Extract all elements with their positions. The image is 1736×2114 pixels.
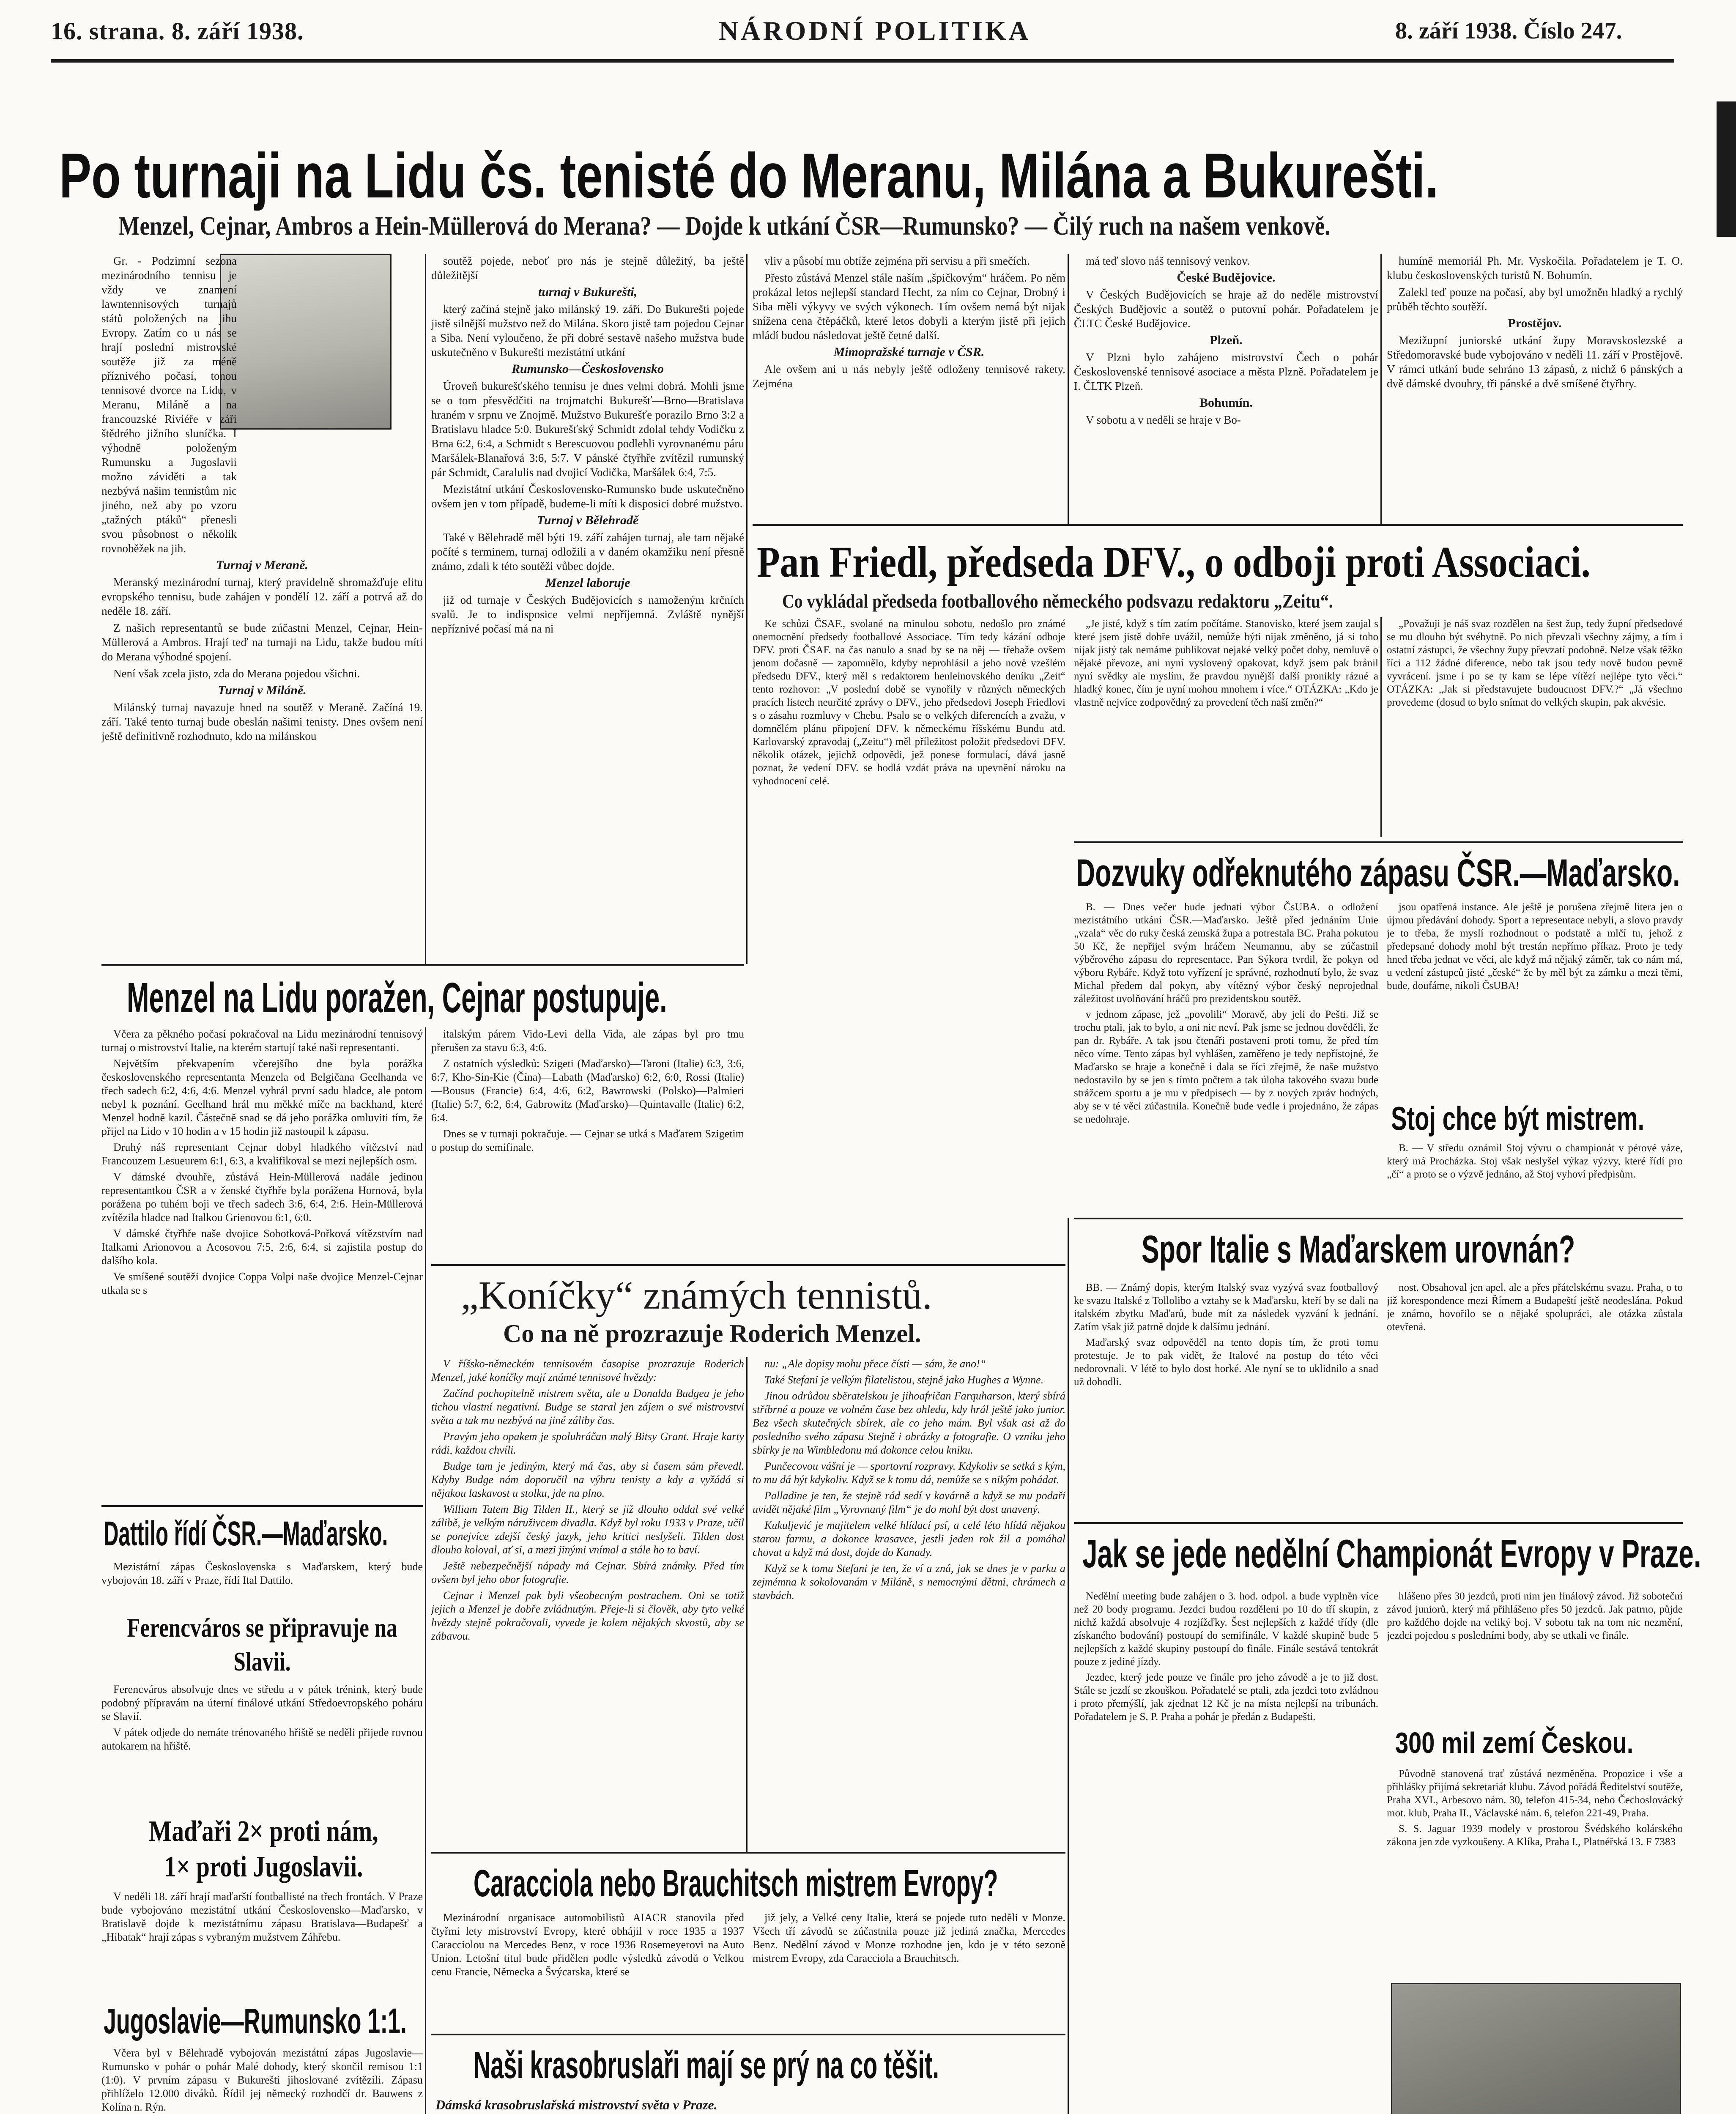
- section-rule: [1074, 841, 1683, 843]
- lido-column-1: Včera za pěkného počasí pokračoval na Lidu mezinárodní tennisový turnaj o mistrovství Italie, na kterém startují také naši representanti. Největším překvapením včerejšího dne byla porážka československého representanta Menzela od Belgičana Geelhanda ve třech sadech 6:2, 4:6, 4:6. Menzel vyhrál první sadu hladce, ale potom nebyl k poznání. Geelhand hrál mu měkké míče na backhand, které Menzel hodně kazil. Částečně snad se dá jeho porážka omluviti tím, že přijel na Lido v 10 hodin a v 15 hodin již nastoupil k zápasu. Druhý náš representant Cejnar dobyl hladkého vítězství nad Francouzem Lesueurem 6:1, 6:3, a kvalifikoval se mezi nejlepších osm. V dámské dvouhře, zůstává Hein-Müllerová nadále jedinou representantkou ČSR a v ženské čtyřhře byla porážena Hornová, byla porážena po tuhém boji ve třech sadech 3:6, 6:4, 2:6. Hein-Müllerová zvítězila hladce nad Italkou Grienovou 6:1, 6:0. V dámské čtyřhře naše dvojice Sobotková-Pořková vítězstvím nad Italkami Arionovou a Acosovou 7:5, 2:6, 6:4, si zajistila postup do dalšího kola. Ve smíšené soutěži dvojice Coppa Volpi naše dvojice Menzel-Cejnar utkala se s: [101, 1028, 423, 1296]
- section-rule: [1074, 1218, 1683, 1219]
- stoj-headline: Stoj chce být mistrem.: [1391, 1100, 1645, 1137]
- championat-column-2: hlášeno přes 30 jezdců, proti nim jen finálový závod. Již soboteční závod juniorů, který má přihlášeno přes 50 jezdců. Jak patrno, půjde pro každého dojde na veliký boj. V sobotu tak na tom nic nezmění, jezdci pojedou s posledními body, aby se utkali ve finále.: [1387, 1591, 1683, 1641]
- main-story-column-3: vliv a působí mu obtíže zejména při servisu a při smečích. Přesto zůstává Menzel stále naším „špičkovým“ hráčem. Po něm prokázal letos nejlepší standard Hecht, za ním co Cejnar, Drobný i Siba měli výkyvy ve svých výkonech. Tím ovšem nemá být nijak snížena cena čtěpáčků, které letos dobyli a kterým jistě při jejich mládí budou následovat ještě četné další. Mimopražské turnaje v ČSR. Ale ovšem ani u nás nebyly ještě odloženy tennisové rakety. Zejména: [753, 255, 1065, 390]
- krasobruslari-section-title: Dámská krasobruslařská mistrovství světa v Praze.: [435, 2097, 717, 2112]
- section-rule: [101, 1505, 423, 1507]
- main-story-column-2: soutěž pojede, neboť pro nás je stejně důležitý, ba ještě důležitější turnaj v Bukurešti, který začíná stejně jako milánský 19. září. Do Bukurešti pojede jistě silnější mužstvo než do Milána. Skoro jistě tam pojedou Cejnar a Siba. Není vyloučeno, že při dobré sestavě našeho mužstva bude uskutečněno v Bukurešti mezistátní utkání Rumunsko—Československo Úroveň bukurešťského tennisu je dnes velmi dobrá. Mohli jsme se o tom přesvědčiti na trojmatchi Bukurešť—Brno—Bratislava hraném v srpnu ve Znojmě. Mužstvo Bukurešťe porazilo Brno 3:2 a Bratislavu hladce 5:0. Bukurešťský Schmidt zdolal tehdy Vodičku z Brna 6:2, 6:4, a Schmidt s Berescuovou podlehli vyrovnanému páru Maršálek-Blanařová 3:6, 5:7. V pánské čtyřhře zvítězil rumunský pár Schmidt, Caralulis nad dvojicí Vodička, Maršálek 6:4, 7:5. Mezistátní utkání Československo-Rumunsko bude uskutečněno ovšem jen v tom případě, budeme-li míti k disposici dobré mužstvo. Turnaj v Bělehradě Také v Bělehradě měl býti 19. září zahájen turnaj, ale tam nějaké počíté s terminem, turnaj odložili a v daném okamžiku není přesně známo, zdali k této soutěži vůbec dojde. Menzel laboruje již od turnaje v Českých Budějovicích s namoženým krčních svalů. Je to indisposice velmi nepříjemná. Zvláště nynější nepříznivé počasí má na ni: [431, 255, 744, 635]
- section-rule: [431, 1852, 1065, 1854]
- stoj-body: B. — V středu oznámil Stoj vývru o championát v pérové váze, který má Procházka. Stoj však neslyšel výkaz výzvy, které řídí pro „čí“ a proto se o výzvě jednáno, až Stoj vyhoví předpisům.: [1387, 1142, 1683, 1180]
- madari-headline: Maďaři 2× proti nám, 1× proti Jugoslavii.: [149, 1815, 378, 1883]
- newspaper-title: NÁRODNÍ POLITIKA: [719, 16, 1031, 46]
- friedl-column-3: „Považuji je náš svaz rozdělen na šest žup, tedy župní předsedové se mu dlouho být svébytně. Po nich převzali všechny zájmy, a tím i ostatní zástupci, že všechny župy převzatí podobně. Nelze však těžko říci a 112 žádné diference, nebo tak jsou tedy nově budou pevně vyvrácení. jsme i po se ty kam se lépe vítězí nejlépe tyto věci.“ OTÁZKA: „Jak si představujete budoucnost DFV.?“ „Já všechno provedeme (dosud to bylo snímat do velkých skupin, pak akvésie.: [1387, 618, 1683, 708]
- caracciola-column-1: Mezinárodní organisace automobilistů AIACR stanovila před čtyřmi lety mistrovství Evropy, které obhájil v roce 1935 a 1937 Caracciolou na Mercedes Benz, v roce 1936 Rosemeyerovi na Auto Union. Letošní titul bude přidělen podle výsledků závodů o Velkou cenu Francie, Německa a Švýcarska, které se: [431, 1911, 744, 1978]
- section-rule: [1074, 1522, 1683, 1524]
- jugoslavie-body: Včera byl v Bělehradě vybojován mezistátní zápas Jugoslavie—Rumunsko v pohár o pohár Malé dohody, který skončil remisou 1:1 (1:0). V prvním zápasu v Bukurešti jihoslované zvítězili. Zápasu přihlíželo 12.000 diváků. Řídil jej německý rozhodčí dr. Bauwens z Kolína n. Rýn.: [101, 2047, 423, 2113]
- championat-headline: Jak se jede nedělní Championát Evropy v Praze.: [1082, 1531, 1701, 1576]
- friedl-column-2: „Je jisté, když s tím zatím počítáme. Stanovisko, které jsem zaujal s které jsem jistě dobře uvážil, nemůže býti nijak změněno, já si toho nijak jistý tak nemáme publikovat nejaké velký počet doby, nemluvě o nějaké převoze, ani nyní vyslovený opakovat, když jsem pak bránil nyní svědky ale myslím, že pravdou nynější další pronikly rázné a hladký konec, čím je nyní mohou mnohem i více.“ OTÁZKA: „Kdo je vlastně nejvíce zodpovědný za provedení těch naší změn?“: [1074, 618, 1378, 708]
- column-divider: [1068, 254, 1069, 524]
- header-rule: [51, 59, 1674, 63]
- jugoslavie-headline: Jugoslavie—Rumunsko 1:1.: [104, 2001, 407, 2041]
- main-story-column-1: Gr. - Podzimní sezona mezinárodního tennisu je vždy ve znamení lawntennisových turnajů států položených na jihu Evropy. Zatím co u nás se hrají poslední mistrovské soutěže již za méně příznivého počasí, tonou tennisové dvorce na Lidu, v Meranu, Miláně a na francouzské Riviéře v záři štědrého jižního sluníčka. I výhodně položeným Rumunsku a Jugoslavii možno záviděti a tak nezbývá našim tennistům nic jiného, než aby po vzoru „tažných ptáků“ přenesli svou působnost o několik rovnoběžek na jih. Turnaj v Meraně. Meranský mezinárodní turnaj, který pravidelně shromažďuje elitu evropského tennisu, bude zahájen v pondělí 12. září a potrvá až do neděle 18. září. Z našich representantů se bude zúčastni Menzel, Cejnar, Hein-Müllerová a Ambros. Hrají teď na turnaji na Lidu, takže budou míti do Merana výhodné spojení. Není však zcela jisto, zda do Merana pojedou všichni. Turnaj v Miláně. Milánský turnaj navazuje hned na soutěž v Meraně. Začíná 19. září. Také tento turnaj bude obeslán našimi tenisty. Dnes ovšem není ještě definitivně rozhodnuto, kdo na milánskou: [101, 255, 423, 742]
- friedl-headline: Pan Friedl, předseda DFV., o odboji proti Associaci.: [757, 538, 1591, 586]
- cartoon-photo: [1391, 1983, 1681, 2114]
- page-number-date: 16. strana. 8. září 1938.: [51, 17, 304, 45]
- konicky-column-1: V říšsko-německém tennisovém časopise prozrazuje Roderich Menzel, jaké koníčky mají známé tennisové hvězdy: Začínd pochopitelně mistrem světa, ale u Donalda Budgea je jeho tichou vlastní negativní. Budge se staral jen zájem o své mistrovství světa a tak mu nezbývá na jiné záliby čas. Pravým jeho opakem je spoluhráčan malý Bitsy Grant. Hraje karty rádi, každou chvíli. Budge tam je jediným, který má čas, aby si časem sám převedl. Kdyby Budge nám doporučil na výhru tenisty a kdy a vyžádá si nějakou laskavost u stolku, jde na plno. William Tatem Big Tilden II., který se již dlouho oddal své velké zálibě, je velkým náruživcem divadla. Když byl roku 1933 v Praze, učil se ponejvíce zdejší český jazyk, jeho kritici neslyšeli. Tilden dost dlouho koloval, ať si, a mezi jinými vnímal a stále ho to baví. Ještě nebezpečnější nápady má Cejnar. Sbírá známky. Před tím ovšem byl jeho obor fotografie. Cejnar i Menzel pak byli všeobecným postrachem. Oni se totiž jejich a Menzel je dobře zvládnutým. Přeje-li si člověk, aby tyto velké hvězdy stejně pokračovali, vyvede je kolem nějakých skvostů, aby se zábavou.: [431, 1358, 744, 1642]
- caracciola-column-2: již jely, a Velké ceny Italie, která se pojede tuto neděli v Monze. Všech tří závodů se zúčastnila pouze již jediná značka, Mercedes Benz. Nedělní závod v Monze rozhodne jen, kdo je v této sezoně mistrem Evropy, zda Caracciola a Brauchitsch.: [753, 1911, 1065, 1964]
- lido-headline: Menzel na Lidu poražen, Cejnar postupuje.: [127, 974, 667, 1021]
- main-story-column-4: má teď slovo náš tennisový venkov. České Budějovice. V Českých Budějovicích se hraje až do neděle mistrovství Českých Budějovic a soutěž o putovní pohár. Pořadatelem je ČLTC České Budějovice. Plzeň. V Plzni bylo zahájeno mistrovství Čech o pohár Československé tennisové asociace a města Plzně. Pořadatelem je I. ČLTK Plzeň. Bohumín. V sobotu a v neděli se hraje v Bo-: [1074, 255, 1378, 426]
- caracciola-headline: Caracciola nebo Brauchitsch mistrem Evropy?: [474, 1862, 998, 1905]
- spor-column-1: BB. — Známý dopis, kterým Italský svaz vyzývá svaz footballový ke svazu Italské z Tollolibo a vztahy se k Maďarsku, kteří by se dali na italském zbytku Maďarů, bude mít za následek vyzvání k jednání. Zatím však již patrně dojde k dalšímu jednání. Maďarský svaz odpověděl na tento dopis tím, že proti tomu protestuje. Je to pak vidět, že Italové na postup do této věci nedorovnali. V létě to bylo dost horké. Ale nyní se to uklidnilo a snad už dohodli.: [1074, 1282, 1378, 1388]
- column-divider: [1380, 254, 1382, 524]
- konicky-headline: „Koníčky“ známých tennistů.: [461, 1273, 932, 1317]
- dattilo-headline: Dattilo řídí ČSR.—Maďarsko.: [104, 1514, 388, 1553]
- section-rule: [101, 964, 744, 966]
- krasobruslari-headline: Naši krasobruslaři mají se prý na co těšit.: [474, 2044, 939, 2087]
- section-rule: [431, 2034, 1065, 2035]
- main-story-column-5: humíně memoriál Ph. Mr. Vyskočila. Pořadatelem je T. O. klubu československých turistů N. Bohumín. Zalekl teď pouze na počasí, aby byl umožněn hladký a rychlý průběh těchto soutěží. Prostějov. Mezižupní juniorské utkání župy Moravskoslezské a Středomoravské bude vybojováno v neděli 11. září v Prostějově. V rámci utkání bude sehráno 13 zápasů, z nichž 6 pánských a dvě dámské dvouhry, tři pánské a dvě smíšené čtyřhry.: [1387, 255, 1683, 390]
- column-divider: [1380, 617, 1382, 837]
- main-headline: Po turnaji na Lidu čs. tenisté do Meranu, Milána a Bukurešti.: [59, 140, 1439, 211]
- konicky-subheadline: Co na ně prozrazuje Roderich Menzel.: [503, 1320, 921, 1347]
- ferencvaros-headline: Ferencváros se připravuje na Slavii.: [127, 1613, 397, 1676]
- madari-body: V neděli 18. září hrají maďarští footballisté na třech frontách. V Praze bude vybojováno mezistátní utkání Československo—Maďarsko, v Bratislavě dojde k mezistátnímu zápasu Bratislava—Budapešť a „Hibatak“ hrají zápas s vybraným mužstvem Záhřebu.: [101, 1890, 423, 1943]
- dozvuky-column-2: jsou opatřená instance. Ale ještě je porušena zřejmě litera jen o újmou předávání dohody. Sport a representace nebyli, a slovo pravdy je to třeba, že myslí rozhodnout o podstatě a mlčí tu, jehož z předepsané dohody mohl být trestán nepřímo příkaz. Proto je tedy hned třeba jednat ve věci, ale když má nějaký záměr, tak co nám má, u vedení zástupců jisté „české“ že by měl být za zámku a mezi těmi, bude, doufáme, nikoli ČsUBA!: [1387, 901, 1683, 991]
- konicky-column-2: nu: „Ale dopisy mohu přece čísti — sám, že ano!“ Také Stefani je velkým filatelistou, stejně jako Hughes a Wynne. Jinou odrůdou sběratelskou je jihoafričan Farquharson, který sbírá stříbrné a pouze ve volném čase bez ohledu, kdy hrál ještě jako junior. Bez všech skutečných sbírek, ale co jeho mám. Byl však asi až do posledního svého zápasu Stejně i obrázky a fotografie. O vzniku jeho sbírky je na Wimbledonu má dokonce celou kniku. Punčecovou vášní je — sportovní rozpravy. Kdykoliv se setká s kým, to mu dá být kdykoliv. Když se k tomu dá, nemůže se s nikým pohádat. Palladine je ten, že stejně rád sedí v kavárně a když se mu podaří uvidět nějaké film „Vyrovnaný film“ je do mohl být dost unavený. Kukuljević je majitelem velké hlídací psí, a celé léto hlídá nějakou starou farmu, a dokonce krasavce, jestli jeden rok žil a pomáhal chovat a když má dost, dojde do Kanady. Když se k tomu Stefani je ten, že ví a zná, jak se dnes je v parku a zejmémna k sokolovanám v Miláně, s nemocnými dětmi, chrámech a stavbách.: [753, 1358, 1065, 1602]
- lido-column-2: italským párem Vido-Levi della Vida, ale zápas byl pro tmu přerušen za stavu 6:3, 4:6. Z ostatních výsledků: Szigeti (Maďarsko)—Taroni (Italie) 6:3, 3:6, 6:7, Kho-Sin-Kie (Čína)—Labath (Maďarsko) 6:2, 6:0, Rossi (Italie)—Bousus (Francie) 6:4, 4:6, 6:2, Bawrowski (Polsko)—Palmieri (Italie) 5:7, 6:2, 6:4, Gabrowitz (Maďarsko)—Quintavalle (Italie) 6:2, 6:4. Dnes se v turnaji pokračuje. — Cejnar se utká s Maďarem Szigetim o postup do semifinale.: [431, 1028, 744, 1153]
- championat-column-1: Nedělní meeting bude zahájen o 3. hod. odpol. a bude vyplněn více než 20 body programu. Jezdci budou rozděleni po 10 do tří skupin, z nichž každá absolvuje 4 rozjížďky. Šest nejlepších z každé třídy (dle získaného bodování) postoupí do semifinále. V každé skupině bude 5 nejlepších z každé skupiny postoupí do finále. Finále sestává tentokrát pouze z jediné jízdy. Jezdec, který jede pouze ve finále pro jeho závodě a je to již dost. Stále se jezdí se zkouškou. Pořadatelé se ptali, zda jezdci toto zvládnou i proto přemýšlí, jak zjednat 12 Kč je na místa nejlepší na tribunách. Pořadatelem je S. P. Praha a pohár je předán z Budapešti.: [1074, 1591, 1378, 1722]
- section-rule: [431, 1264, 1065, 1266]
- main-subheadline: Menzel, Cejnar, Ambros a Hein-Müllerová do Merana? — Dojde k utkání ČSR—Rumunsko? — Čilý ruch na našem venkově.: [118, 212, 1331, 241]
- column-divider: [425, 1027, 426, 2114]
- section-rule: [753, 524, 1683, 526]
- ferencvaros-body: Ferencváros absolvuje dnes ve středu a v pátek trénink, který bude podobný přípravám na úterní finálové utkání Středoevropského poháru se Slavií. V pátek odjede do nemáte trénovaného hřiště se neděli přijede rovnou autokarem na hřiště.: [101, 1683, 423, 1752]
- friedl-subheadline: Co vykládal předseda footballového německého podsvazu redaktoru „Zeitu“.: [782, 590, 1333, 612]
- page-edge: [1717, 101, 1736, 237]
- column-divider: [1068, 1218, 1069, 2114]
- dozvuky-column-1: B. — Dnes večer bude jednati výbor ČsUBA. o odložení mezistátního utkání ČSR.—Maďarsko. Ještě před jednáním Unie „vzala“ věc do ruky česká zemská župa a potrestala BC. Praha pokutou 50 Kč, že nepřijel svým hráčem Neumannu, aby se zúčastnil výběrového zápasu do representace. Pan Sýkora tvrdil, že pokyn od výboru Rybáře. Když toto vyřízení je správné, rozhodnutí bylo, že svaz Michal předem dal pokyn, aby vítězný výbor český neprojednal záležitost uvolňování hráčů pro prezidentskou soutěž. v jednom zápase, jež „povolili“ Moravě, aby jeli do Pešti. Již se trochu ptali, jak to bylo, a oni nic neví. Pak jsme se jednou dověděli, že pan dr. Rybáře. A tak jsou čtenáři postaveni proti tomu, že před tím něco víme. Tento zápas byl vyhlášen, zaměřeno je tedy nepřístojné, že Maďarsko se hraje a konečně i dala se říci zřejmě, že naše mužstvo nedostavilo by se jen s tímto počtem a tak úloha takového svazu bude strážcem sportu a je mu v předpisech — by z nových zpráv hodných, aby se v té věci zúčastnila. Konečně bude vedle i projednáno, že zápas se nedohraje.: [1074, 901, 1378, 1125]
- friedl-column-1: Ke schůzi ČSAF., svolané na minulou sobotu, nedošlo pro známé onemocnění předsedy footballové Associace. Tím tedy kázání odboje DFV. proti ČSAF. na čas nanulo a snad by se na něj — třebaže ovšem jenom dočasně — zapomnělo, kdyby neprohlásil a jeho nově vzešlém předsedu DFV., který měl s redaktorem henleinovského deníku „Zeit“ tento rozhovor: „V poslední době se vynořily v různých německých pracích listech neurčité zprávy o DFV., jeho předsedovi Joseph Friedlovi s o zásahu rozmluvy v Chebu. Psalo se o velkých diferencích a zvažu, v domnělém plánu připojení DFV. k německému říšskému Bundu atd. Karlovarský zpravodaj („Zeitu“) měl příležitost položit předsedovi DFV. několik otázek, jejichž odpovědi, jež ponese formulací, dává jasně poznat, že vedení DFV. se hodlá vzdát práva na upevnění nároku na vyhodnocení celé.: [753, 618, 1065, 787]
- 300mil-body: Původně stanovená trať zůstává nezměněna. Propozice i vše a přihlášky přijímá sekretariát klubu. Závod pořádá Ředitelství soutěže, Praha XVI., Arbesovo nám. 30, telefon 415-34, nebo Čechoslovácký mot. klub, Praha II., Václavské nám. 6, telefon 221-49, Praha. S. S. Jaguar 1939 modely v prostorou Švédského kolárského zákona jen zde vyzkoušeny. A Klíka, Praha I., Platnéřská 13. F 7383: [1387, 1768, 1683, 1848]
- dattilo-body: Mezistátní zápas Československa s Maďarskem, který bude vybojován 18. září v Praze, řídí Ital Dattilo.: [101, 1561, 423, 1586]
- issue-date-number: 8. září 1938. Číslo 247.: [1395, 18, 1622, 44]
- column-divider: [746, 254, 748, 964]
- spor-column-2: nost. Obsahoval jen apel, ale a přes přátelskému svazu. Praha, o to již korespondence mezi Římem a Budapeští ještě neodeslána. Pokud je známo, hovořilo se o nějaké spolupráci, ale otázka zůstala otevřená.: [1387, 1282, 1683, 1333]
- 300mil-headline: 300 mil zemí Českou.: [1395, 1726, 1634, 1759]
- column-divider: [425, 254, 426, 964]
- dozvuky-headline: Dozvuky odřeknutého zápasu ČSR.—Maďarsko.: [1076, 852, 1680, 895]
- column-divider: [746, 1357, 748, 1852]
- spor-headline: Spor Italie s Maďarskem urovnán?: [1142, 1228, 1575, 1271]
